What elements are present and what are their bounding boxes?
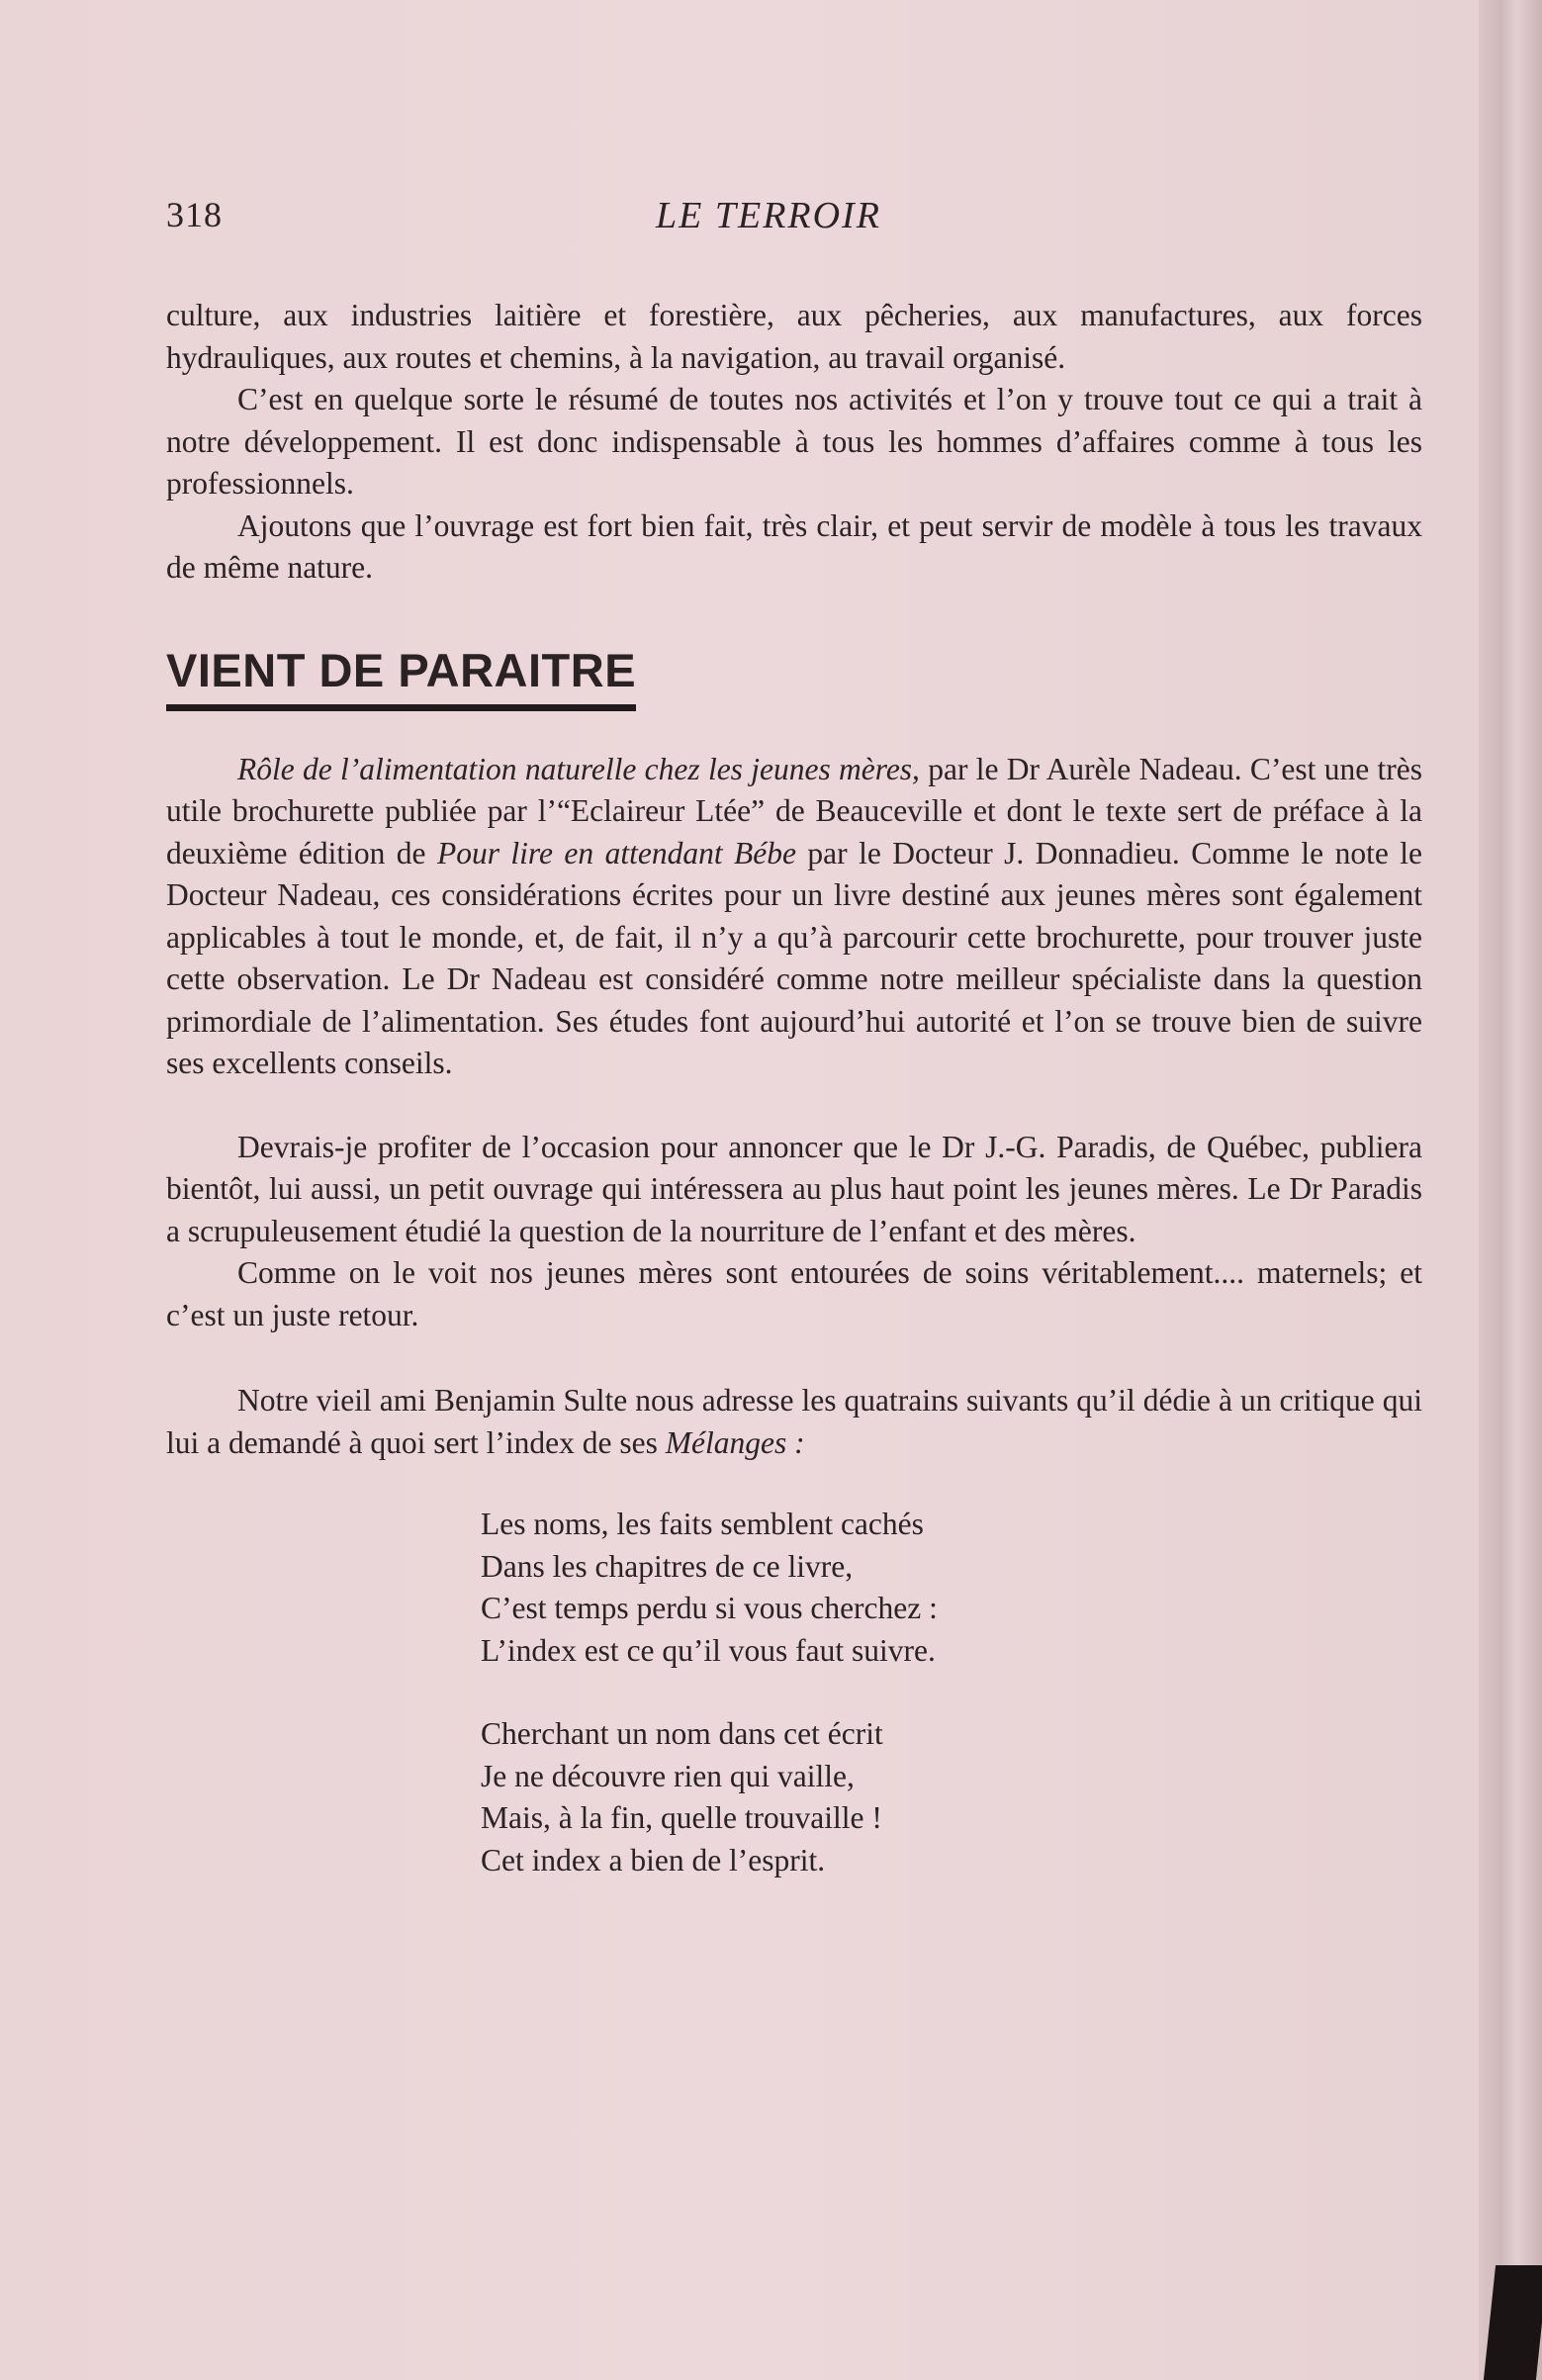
announcement-paragraph-1: Devrais-je profiter de l’occasion pour annoncer que le Dr J.-G. Paradis, de Québec, publiera bientôt, lui aussi, un petit ouvrage qui intéressera au plus haut point les jeunes mères. Le Dr Paradis a scrupuleusement étudié la question de la nourriture de l’enfant et des mères.: [166, 1129, 1422, 1248]
journal-title: LE TERROIR: [656, 195, 881, 236]
poem-line: Cet index a bien de l’esprit.: [481, 1842, 826, 1877]
melanges-title: Mélanges :: [665, 1424, 805, 1460]
reviewed-book-title: Rôle de l’alimentation naturelle chez les jeunes mères,: [237, 751, 920, 786]
section-heading: VIENT DE PARAITRE: [166, 639, 636, 711]
intro-paragraph-2: C’est en quelque sorte le résumé de toutes nos activités et l’on y trouve tout ce qui a trait à notre développement. Il est donc indispensable à tous les hommes d’affaires comme à tous les professionnels.: [166, 382, 1422, 501]
poem-line: Dans les chapitres de ce livre,: [481, 1548, 854, 1584]
spacer: [166, 1085, 1422, 1127]
poem-line: Je ne découvre rien qui vaille,: [481, 1758, 855, 1793]
poem-line: C’est temps perdu si vous cherchez :: [481, 1591, 938, 1625]
intro-paragraph-3: Ajoutons que l’ouvrage est fort bien fait, très clair, et peut servir de modèle à tous les travaux de même nature.: [166, 507, 1422, 585]
poem-stanza-1: [481, 1504, 1422, 1672]
spacer: [166, 1336, 1422, 1380]
sulte-text: Notre vieil ami Benjamin Sulte nous adresse les quatrains suivants qu’il dédie à un critique qui lui a demandé à quoi sert l’index de ses: [166, 1383, 1422, 1460]
page-number: 318: [166, 195, 223, 234]
poem-line: Les noms, les faits semblent cachés: [481, 1507, 924, 1541]
review-paragraph: [166, 749, 1422, 1085]
review-text-a: par le Dr Aurèle Nadeau. C’est une très utile brochurette publiée par l’“Eclaireur Ltée” de Beauceville et dont le texte sert de préface à la deuxième édition de: [166, 751, 1422, 870]
running-head: [166, 194, 1437, 243]
poem: [481, 1504, 1422, 1881]
poem-line: Mais, à la fin, quelle trouvaille !: [481, 1800, 882, 1835]
page-body: [166, 295, 1422, 1923]
cited-book-title: Pour lire en attendant Bébe: [436, 835, 796, 870]
review-text-b: par le Docteur J. Donnadieu. Comme le note le Docteur Nadeau, ces considérations écrites pour un livre destiné aux jeunes mères sont également applicables à tout le monde, et, de fait, il n’y a qu’à parcourir cette brochurette, pour trouver juste cette observation. Le Dr Nadeau est considéré comme notre meilleur spécialiste dans la question primordiale de l’alimentation. Ses études font aujourd’hui autorité et l’on se trouve bien de suivre ses excellents conseils.: [166, 835, 1422, 1080]
poem-line: L’index est ce qu’il vous faut suivre.: [481, 1632, 936, 1668]
section-heading-wrap: [166, 639, 1422, 711]
sulte-paragraph: [166, 1380, 1422, 1464]
poem-line: Cherchant un nom dans cet écrit: [481, 1716, 883, 1751]
poem-stanza-2: [481, 1713, 1422, 1881]
announcement-paragraph-2: Comme on le voit nos jeunes mères sont entourées de soins véritablement.... maternels; et c’est un juste retour.: [166, 1255, 1422, 1332]
intro-paragraph-1: culture, aux industries laitière et forestière, aux pêcheries, aux manufactures, aux forces hydrauliques, aux routes et chemins, à la navigation, au travail organisé.: [166, 298, 1422, 375]
page-edge: [1479, 0, 1542, 2380]
